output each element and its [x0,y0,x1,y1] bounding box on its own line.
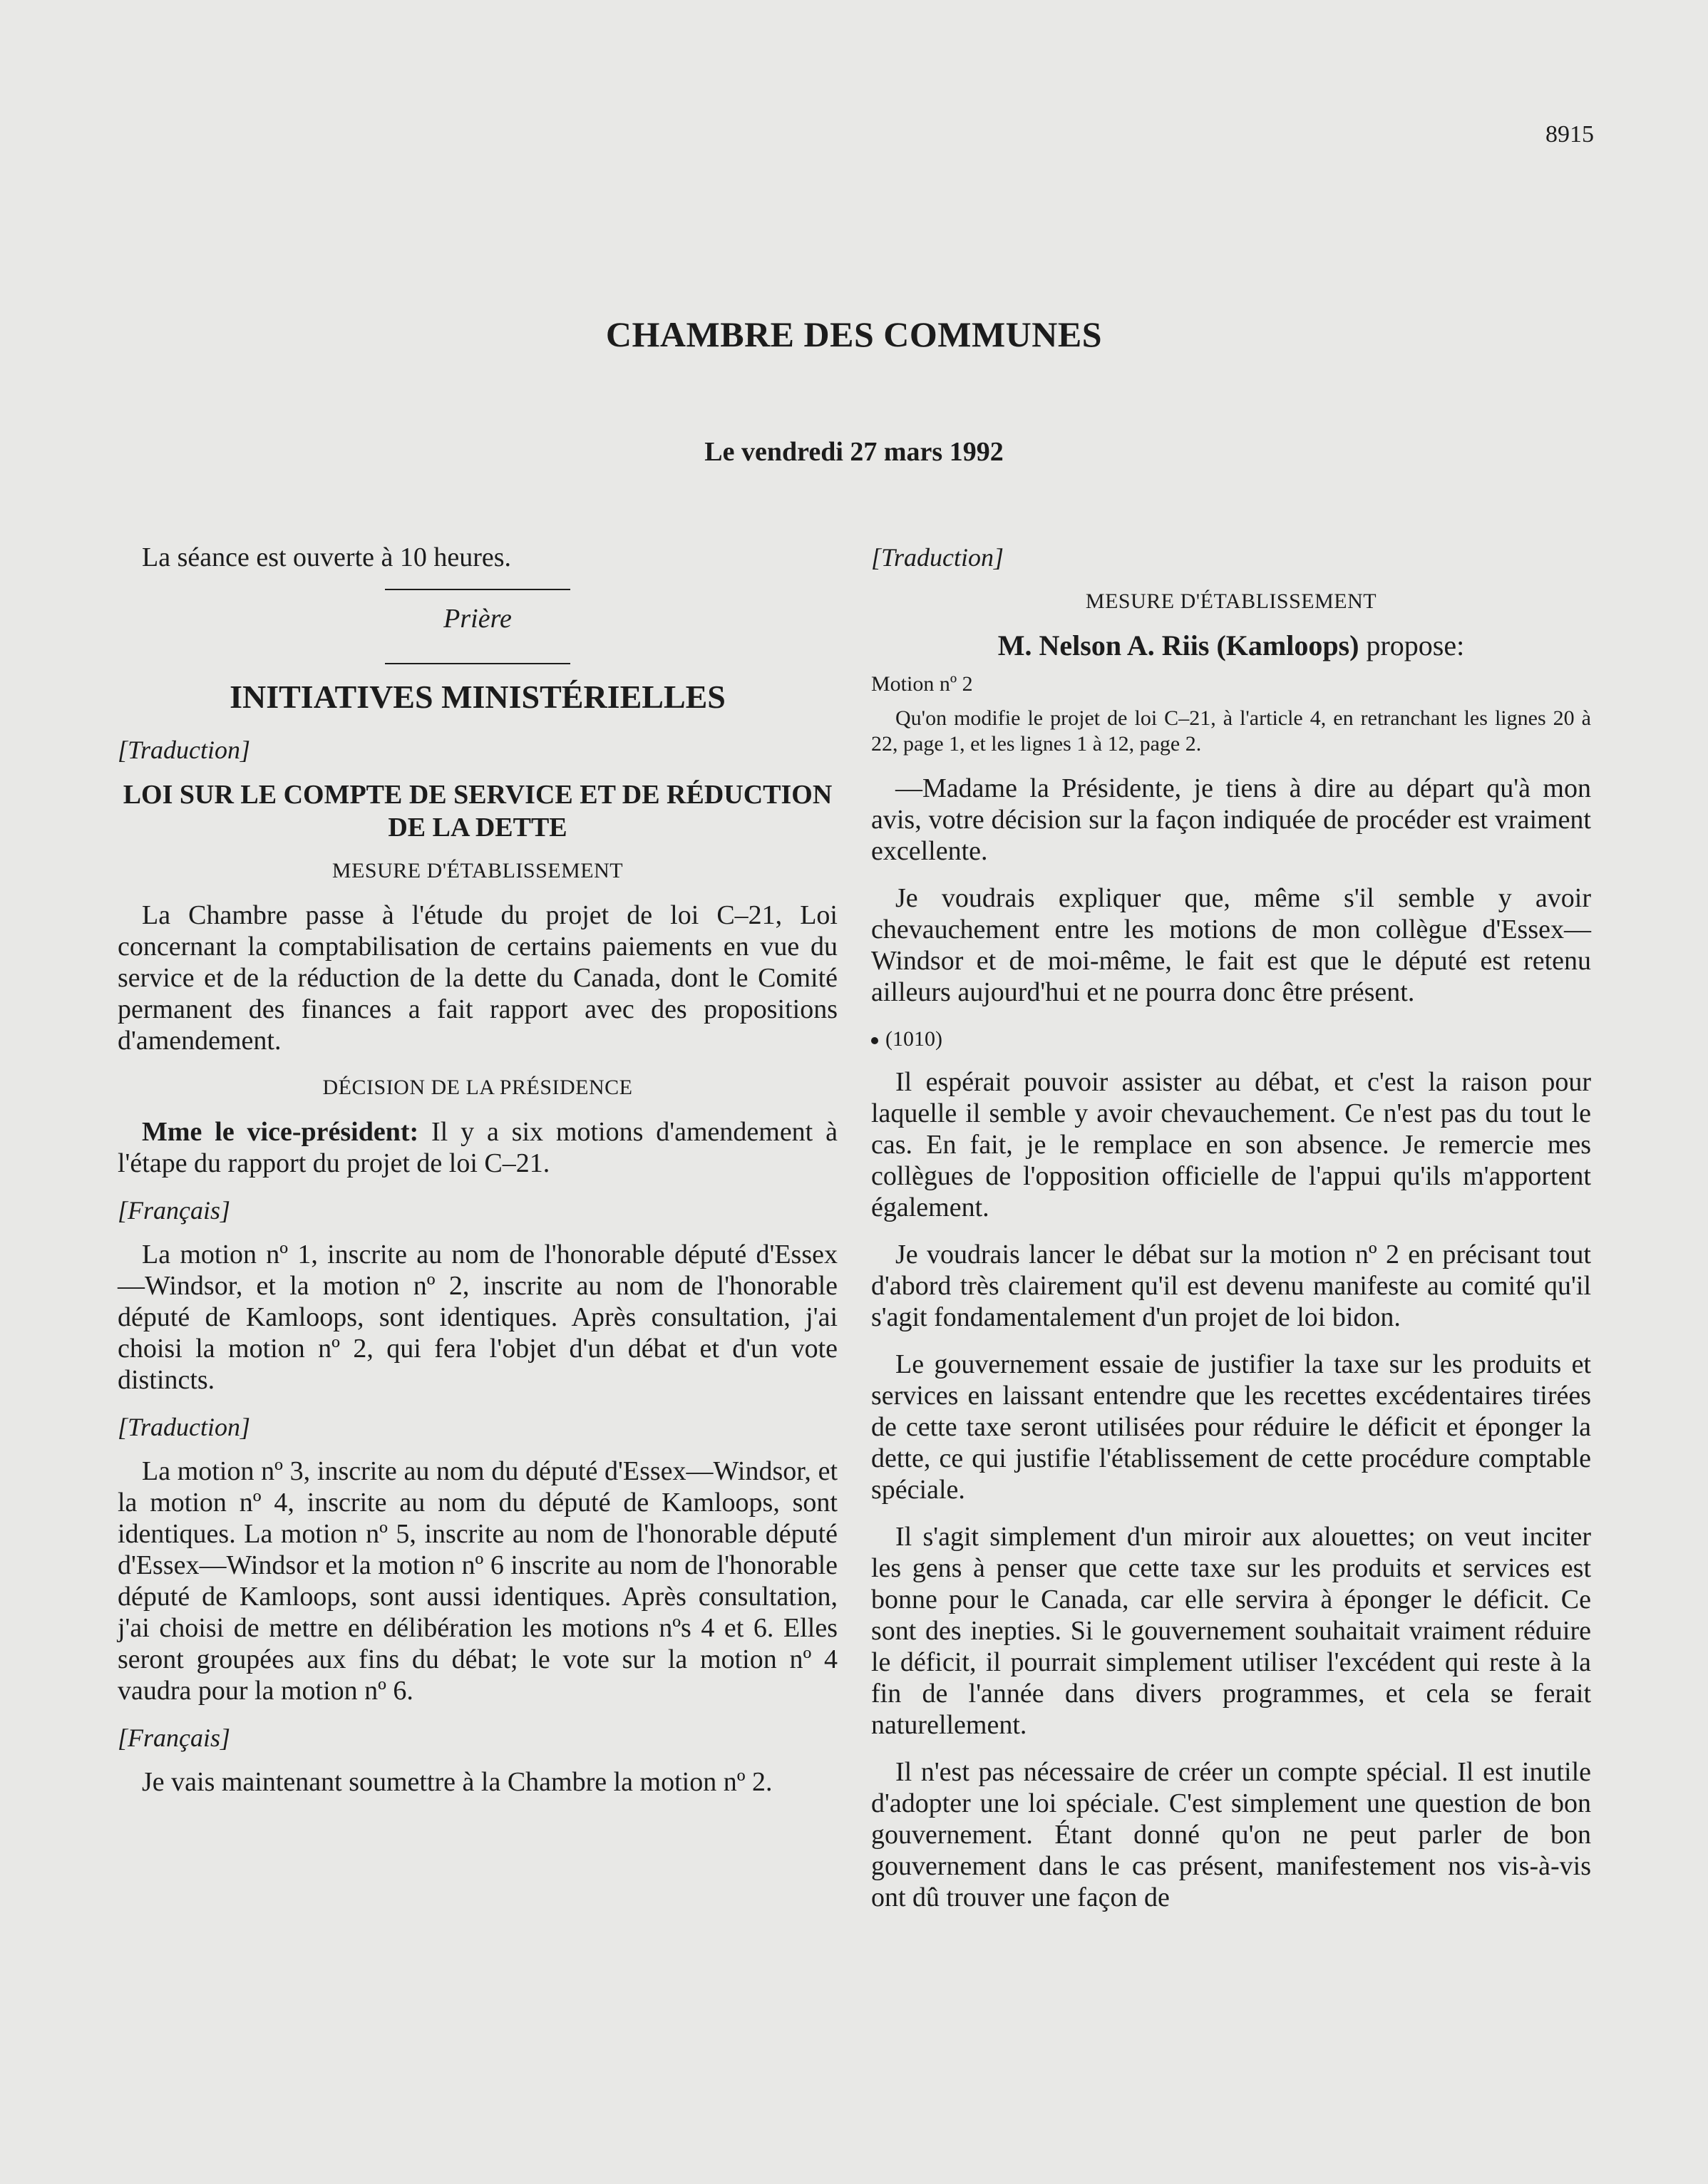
measure-heading: MESURE D'ÉTABLISSEMENT [331,859,624,882]
motion-label: Motion nº 2 [871,672,973,696]
paragraph: —Madame la Présidente, je tiens à dire au départ qu'à mon avis, votre décision sur la façon indiquée de procéder est vraiment excellente. [871,773,1591,866]
section-heading: INITIATIVES MINISTÉRIELLES [230,679,726,715]
language-marker: [Français] [118,1724,231,1752]
paragraph: Je voudrais expliquer que, même s'il semble y avoir chevauchement entre les motions de mon collègue d'Essex—Windsor et de moi-même, le fait est que le député est retenu ailleurs aujourd'hui et ne pourra donc être présent. [871,883,1591,1007]
mover-name: M. Nelson A. Riis (Kamloops) [997,629,1359,661]
bullet-icon [871,1037,878,1044]
page-number: 8915 [1545,121,1594,148]
opening-line: La séance est ouverte à 10 heures. [142,542,512,572]
propose-text: propose: [1359,629,1465,661]
paragraph: Il n'est pas nécessaire de créer un compte spécial. Il est inutile d'adopter une loi spéciale. C'est simplement une question de bon gouvernement. Étant donné qu'on ne peut parler de bon gouvernement dans le cas présent, manifestement nos vis-à-vis ont dû trouver une façon de [871,1757,1591,1912]
paragraph: Le gouvernement essaie de justifier la taxe sur les produits et services en laissant entendre que les recettes excédentaires tirées de cette taxe seront utilisées pour réduire le déficit et éponger la dette, ce qui justifie l'établissement de cette procédure comptable spéciale. [871,1349,1591,1505]
paragraph: Il s'agit simplement d'un miroir aux alouettes; on veut inciter les gens à penser que cette taxe sur les produits et services est bonne pour le Canada, car elle servira à éponger le déficit. Ce sont des inepties. Si le gouvernement souhaitait vraiment réduire le déficit, il pourrait simplement utiliser l'excédent qui reste à la fin de l'année dans divers programmes, et cela se ferait naturellement. [871,1522,1591,1740]
left-column [118,542,838,1813]
speech-text: Il y a six motions d'amendement à l'étape du rapport du projet de loi C–21. [118,1117,838,1178]
paragraph: La motion nº 3, inscrite au nom du député d'Essex—Windsor, et la motion nº 4, inscrite au nom du député de Kamloops, sont identiques. La motion nº 5, inscrite au nom de l'honorable député d'Essex—Windsor et la motion nº 6 inscrite au nom de l'honorable député de Kamloops, sont aussi identiques. Après consultation, j'ai choisi de mettre en délibération les motions nºs 4 et 6. Elles seront groupées aux fins du débat; le vote sur la motion nº 4 vaudra pour la motion nº 6. [118,1456,838,1706]
speaker-name: Mme le vice-président: [142,1117,419,1147]
paragraph: La motion nº 1, inscrite au nom de l'honorable député d'Essex—Windsor, et la motion nº 2, inscrite au nom de l'honorable député de Kamloops, sont identiques. Après consultation, j'ai choisi la motion nº 2, qui fera l'objet d'un débat et d'un vote distincts. [118,1240,838,1395]
time-stamp: (1010) [885,1027,942,1051]
mover-line [871,630,1591,661]
paragraph: La Chambre passe à l'étude du projet de loi C–21, Loi concernant la comptabilisation de certains paiements en vue du service et de la réduction de la dette du Canada, dont le Comité permanent des finances a fait rapport avec des propositions d'amendement. [118,900,838,1056]
decision-heading: DÉCISION DE LA PRÉSIDENCE [322,1076,633,1099]
divider [385,663,570,664]
language-marker: [Traduction] [118,736,251,764]
language-marker: [Traduction] [871,543,1004,572]
sitting-date: Le vendredi 27 mars 1992 [704,437,1004,467]
page-title: CHAMBRE DES COMMUNES [605,314,1103,354]
bill-title: LOI SUR LE COMPTE DE SERVICE ET DE RÉDUCTION DE LA DETTE [123,780,833,843]
language-marker: [Traduction] [118,1413,251,1441]
time-marker [871,1024,1591,1055]
divider [385,589,570,590]
right-column [871,542,1591,1929]
paragraph: Je voudrais lancer le débat sur la motion nº 2 en précisant tout d'abord très clairement qu'il est devenu manifeste au comité qu'il s'agit fondamentalement d'un projet de loi bidon. [871,1240,1591,1332]
measure-heading: MESURE D'ÉTABLISSEMENT [1085,589,1377,613]
motion-text: Qu'on modifie le projet de loi C–21, à l'article 4, en retranchant les lignes 20 à 22, page 1, et les lignes 1 à 12, page 2. [871,706,1591,756]
prayer-heading: Prière [443,604,512,634]
language-marker: [Français] [118,1196,231,1225]
paragraph [118,1116,838,1179]
paragraph: Je vais maintenant soumettre à la Chambre la motion nº 2. [142,1767,773,1797]
paragraph: Il espérait pouvoir assister au débat, et c'est la raison pour laquelle il semble y avoir chevauchement. Ce n'est pas du tout le cas. En fait, je le remplace en son absence. Je remercie mes collègues de l'opposition officielle de l'appui qu'ils m'apportent également. [871,1067,1591,1222]
